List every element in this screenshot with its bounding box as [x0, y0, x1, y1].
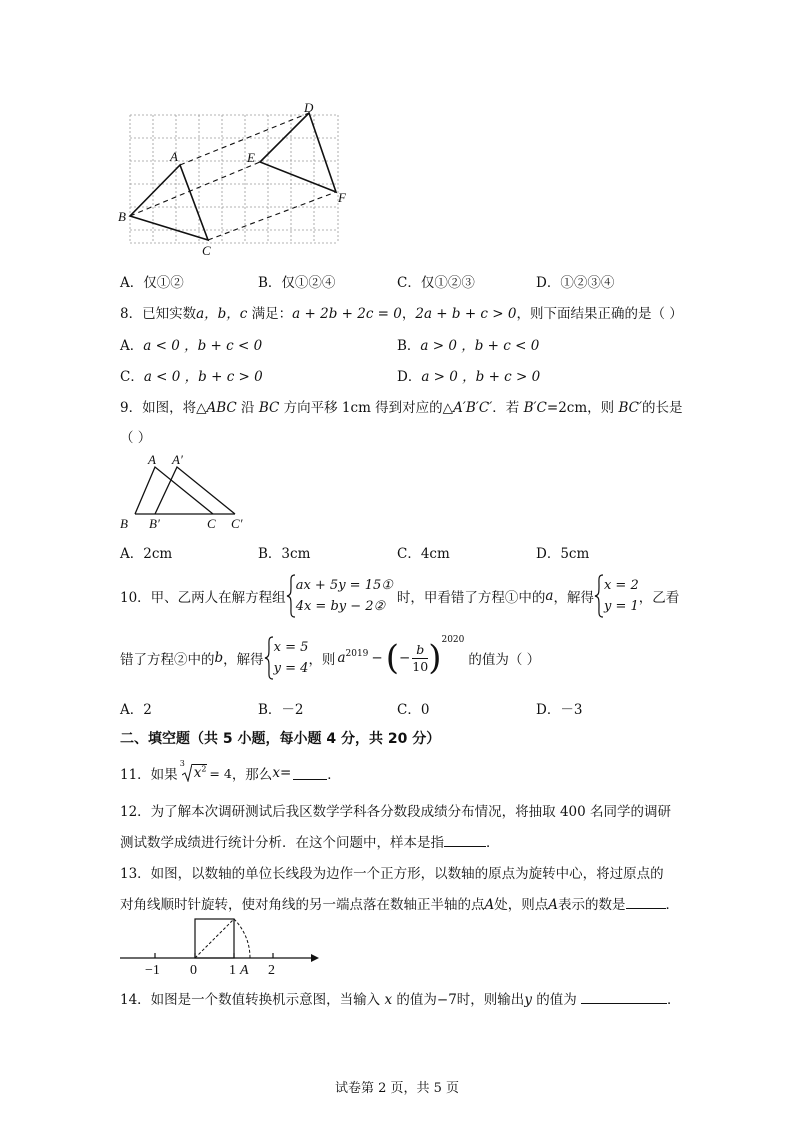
q10-left-paren: (: [385, 638, 399, 678]
q7-option-c: C．仅①②③: [397, 275, 475, 291]
q10-solution1: x = 2 y = 1: [603, 578, 639, 614]
q9-label-cp: C′: [231, 516, 243, 531]
section-2-title: 二、填空题（共 5 小题，每小题 4 分，共 20 分）: [120, 731, 441, 747]
q9-label-ap: A′: [172, 452, 183, 467]
rotation-arc: [234, 919, 250, 958]
q8-option-d: D．a > 0 ，b + c > 0: [397, 369, 541, 385]
q7-option-d: D．①②③④: [536, 275, 615, 291]
tick-label-2: 2: [268, 963, 275, 977]
q12-line1: 12．为了解本次调研测试后我区数学学科各分数段成绩分布情况，将抽取 400 名同学的调研: [120, 804, 672, 820]
q7-option-b: B．仅①②④: [258, 275, 336, 291]
q10-expr-base: a: [337, 650, 346, 666]
q11-line: 11．如果 3 $x^2$ = 4 ，那么 x = ．: [120, 758, 341, 783]
q9-label-b: B: [120, 516, 128, 531]
q13-answer-blank[interactable]: [626, 896, 666, 909]
q10-solution2: x = 5 y = 4: [273, 640, 309, 676]
triangle-abc: [130, 165, 208, 240]
q9-translation-figure: [115, 448, 255, 533]
axis-arrow-icon: [311, 954, 319, 962]
q10-brace-sol1: [594, 574, 604, 618]
q8-option-b: B．a > 0 ，b + c < 0: [397, 338, 540, 354]
tick-label-minus1: −1: [145, 963, 160, 977]
label-a: A: [170, 149, 178, 164]
dashed-c-f: [208, 192, 336, 240]
q9-label-a: A: [148, 452, 156, 467]
q10-line2: 错了方程②中的 b ，解得 x = 5 y = 4 ，则 a $^{2019}$ − ( − $\frac{b}{10}$ ) $^{2020}$ 的值为（ ）: [120, 635, 541, 678]
label-c: C: [202, 243, 211, 258]
q8-option-c: C．a < 0 ，b + c > 0: [120, 369, 263, 385]
q9-option-c: C．4cm: [397, 546, 450, 562]
q9-option-d: D．5cm: [536, 546, 590, 562]
q8-option-a: A．a < 0 ，b + c < 0: [120, 338, 263, 354]
q12-line2: 测试数学成绩进行统计分析．在这个问题中，样本是指 ．: [120, 835, 500, 851]
q10-line1: 10．甲、乙两人在解方程组 ax + 5y = 15① 4x = by − 2② 时，甲看错了方程①中的 a ，解得 x = 2 y = 1 ，乙看: [120, 573, 679, 619]
label-f: F: [338, 190, 346, 205]
q7-option-a: A．仅①②: [120, 275, 184, 291]
square-diagonal: [195, 919, 234, 958]
q12-answer-blank[interactable]: [444, 834, 486, 847]
q9-option-a: A．2cm: [120, 546, 173, 562]
q9-paren: （ ）: [120, 430, 152, 446]
q13-line1: 13．如图，以数轴的单位长线段为边作一个正方形，以数轴的原点为旋转中心，将过原点的: [120, 866, 664, 882]
tick-label-1: 1: [229, 963, 236, 977]
radical-sign-icon: [182, 764, 192, 782]
q11-radical: 3 $x^2$: [179, 758, 207, 782]
q10-option-c: C．0: [397, 702, 430, 718]
q10-option-b: B．－2: [258, 702, 304, 718]
q10-brace-sol2: [264, 636, 274, 680]
q10-fraction: $\frac{b}{10}$: [412, 641, 429, 674]
q9-option-b: B．3cm: [258, 546, 311, 562]
q9-triangle-apbpcp: [155, 467, 235, 514]
q10-expr-exp1: 2019: [345, 649, 369, 659]
grid-translation-figure: [110, 95, 360, 260]
tick-label-0: 0: [190, 963, 197, 977]
page-footer: 试卷第 2 页，共 5 页: [334, 1081, 460, 1096]
q14-line: 14．如图是一个数值转换机示意图，当输入 x 的值为−7时，则输出y 的值为 ．: [120, 992, 681, 1008]
point-label-a: A: [240, 963, 249, 977]
q14-answer-blank[interactable]: [581, 991, 667, 1004]
q9-label-c: C: [207, 516, 216, 531]
q10-right-paren: ): [428, 638, 442, 678]
label-b: B: [118, 209, 126, 224]
label-d: D: [304, 100, 314, 115]
q9-label-bp: B′: [149, 516, 160, 531]
q10-system: ax + 5y = 15① 4x = by − 2②: [295, 578, 393, 614]
dotted-grid: [130, 115, 338, 243]
q13-number-line-figure: [115, 912, 325, 977]
q13-line2: 对角线顺时针旋转，使对角线的另一端点落在数轴正半轴的点A处，则点A表示的数是 ．: [120, 897, 679, 913]
q10-option-a: A．2: [120, 702, 152, 718]
q8-stem: 8．已知实数a，b，c 满足：a + 2b + 2c = 0，2a + b + c > 0，则下面结果正确的是（ ）: [120, 306, 683, 322]
q11-answer-blank[interactable]: [293, 767, 327, 780]
q10-brace-system: [286, 574, 296, 618]
label-e: E: [247, 150, 255, 165]
q10-expr-exp2: 2020: [441, 635, 465, 645]
triangle-def: [260, 113, 336, 192]
dashed-b-e: [130, 162, 260, 216]
q9-stem: 9．如图，将△ABC 沿 BC 方向平移 1cm 得到对应的△A′B′C′．若 B′C=2cm，则 BC′的长是: [120, 400, 683, 416]
q10-option-d: D．－3: [536, 702, 583, 718]
